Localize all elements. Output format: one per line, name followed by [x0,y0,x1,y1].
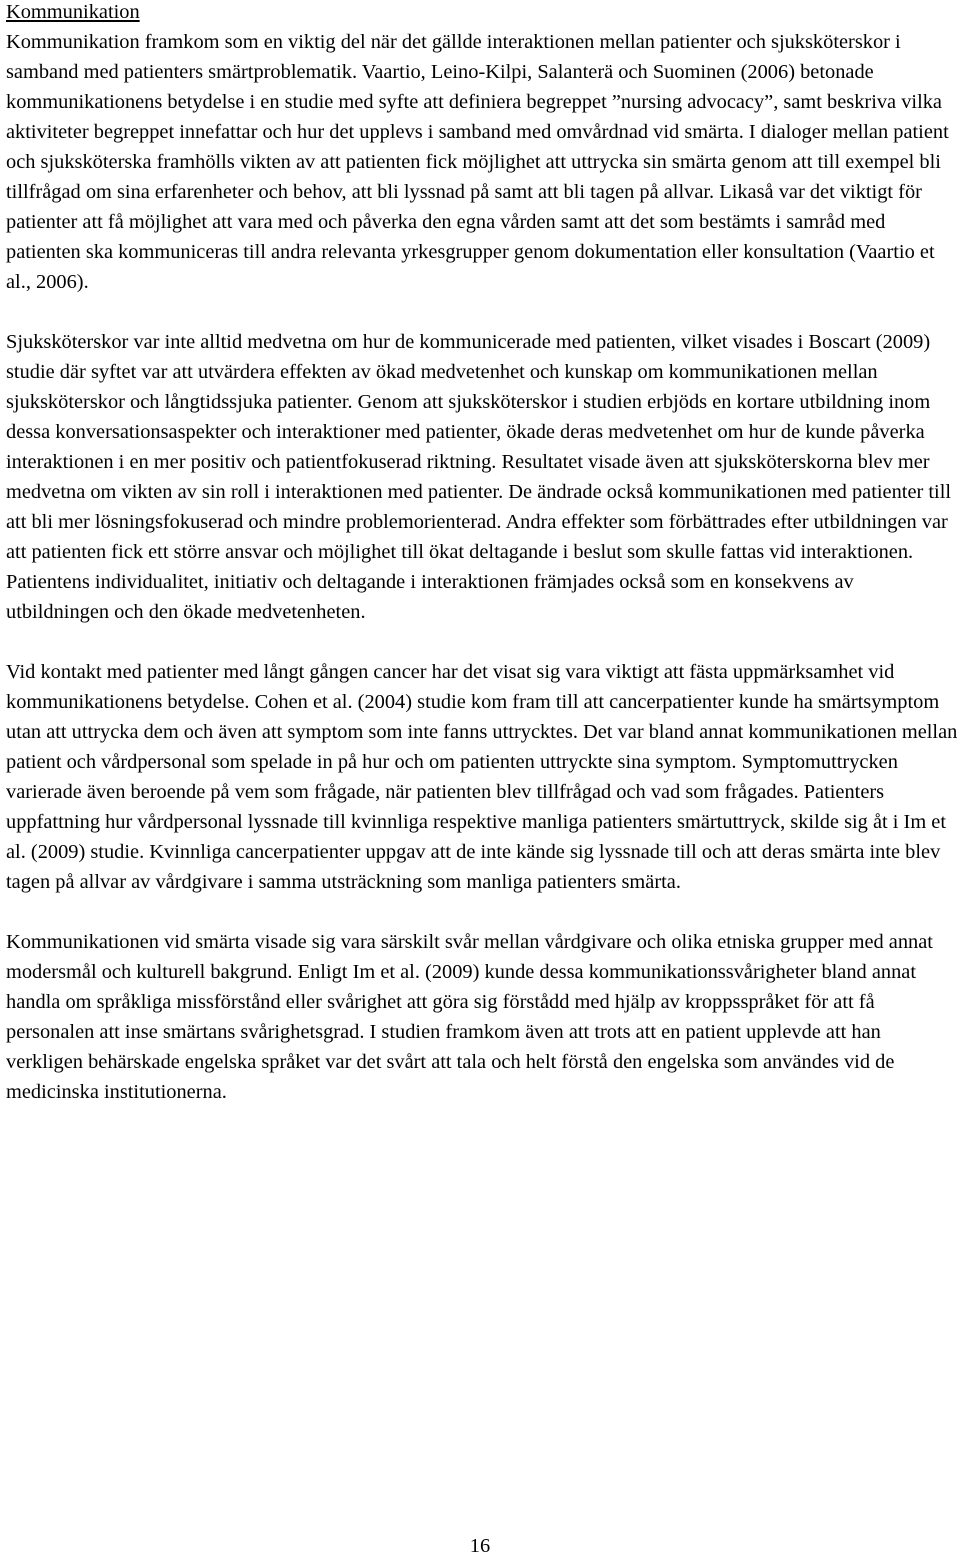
paragraph-communication-intro: Kommunikation framkom som en viktig del när det gällde interaktionen mellan patienter och sjuksköterskor i samband med patienters smärtproblematik. Vaartio, Leino-Kilpi, Salanterä och Suominen (2006) betonade kommunikationens betydelse i en studie med syfte att definiera begreppet ”nursing advocacy”, samt beskriva vilka aktiviteter begreppet innefattar och hur det upplevs i samband med omvårdnad vid smärta. I dialoger mellan patient och sjuksköterska framhölls vikten av att patienten fick möjlighet att uttrycka sin smärta genom att till exempel bli tillfrågad om sina erfarenheter och behov, att bli lyssnad på samt att bli tagen på allvar. Likaså var det viktigt för patienter att få möjlighet att vara med och påverka den egna vården samt att det som bestämts i samråd med patienten ska kommuniceras till andra relevanta yrkesgrupper genom dokumentation eller konsultation (Vaartio et al., 2006). [6,31,949,293]
paragraph-ethnic-groups: Kommunikationen vid smärta visade sig vara särskilt svår mellan vårdgivare och olika etniska grupper med annat modersmål och kulturell bakgrund. Enligt Im et al. (2009) kunde dessa kommunikationssvårigheter bland annat handla om språkliga missförstånd eller svårighet att göra sig förstådd med hjälp av kroppsspråket för att få personalen att inse smärtans svårighetsgrad. I studien framkom även att trots att en patient upplevde att han verkligen behärskade engelska språket var det svårt att tala och helt förstå den engelska som användes vid de medicinska institutionerna. [6,931,933,1103]
paragraph-cancer-patients: Vid kontakt med patienter med långt gången cancer har det visat sig vara viktigt att fästa uppmärksamhet vid kommunikationens betydelse. Cohen et al. (2004) studie kom fram till att cancerpatienter kunde ha smärtsymptom utan att uttrycka dem och även att symptom som inte fanns uttrycktes. Det var bland annat kommunikationen mellan patient och vårdpersonal som spelade in på hur och om patienten uttryckte sina symptom. Symptomuttrycken varierade även beroende på vem som frågade, när patienten blev tillfrågad och vad som frågades. Patienters uppfattning hur vårdpersonal lyssnade till kvinnliga respektive manliga patienters smärtuttryck, skilde sig åt i Im et al. (2009) studie. Kvinnliga cancerpatienter uppgav att de inte kände sig lyssnade till och att deras smärta inte blev tagen på allvar av vårdgivare i samma utsträckning som manliga patienters smärta. [6,661,958,893]
document-body [6,0,960,1107]
paragraph-nurse-awareness: Sjuksköterskor var inte alltid medvetna om hur de kommunicerade med patienten, vilket visades i Boscart (2009) studie där syftet var att utvärdera effekten av ökad medvetenhet och kunskap om kommunikationen mellan sjuksköterskor och långtidssjuka patienter. Genom att sjuksköterskor i studien erbjöds en kortare utbildning inom dessa konversationsaspekter och interaktioner med patienter, ökade deras medvetenhet om hur de kunde påverka interaktionen i en mer positiv och patientfokuserad riktning. Resultatet visade även att sjuksköterskorna blev mer medvetna om vikten av sin roll i interaktionen med patienter. De ändrade också kommunikationen med patienter till att bli mer lösningsfokuserad och mindre problemorienterad. Andra effekter som förbättrades efter utbildningen var att patienten fick ett större ansvar och möjlighet till ökat deltagande i beslut som skulle fattas vid interaktionen. Patientens individualitet, initiativ och deltagande i interaktionen främjades också som en konsekvens av utbildningen och den ökade medvetenheten. [6,331,952,623]
section-heading: Kommunikation [6,1,140,23]
page-number: 16 [469,1535,491,1557]
